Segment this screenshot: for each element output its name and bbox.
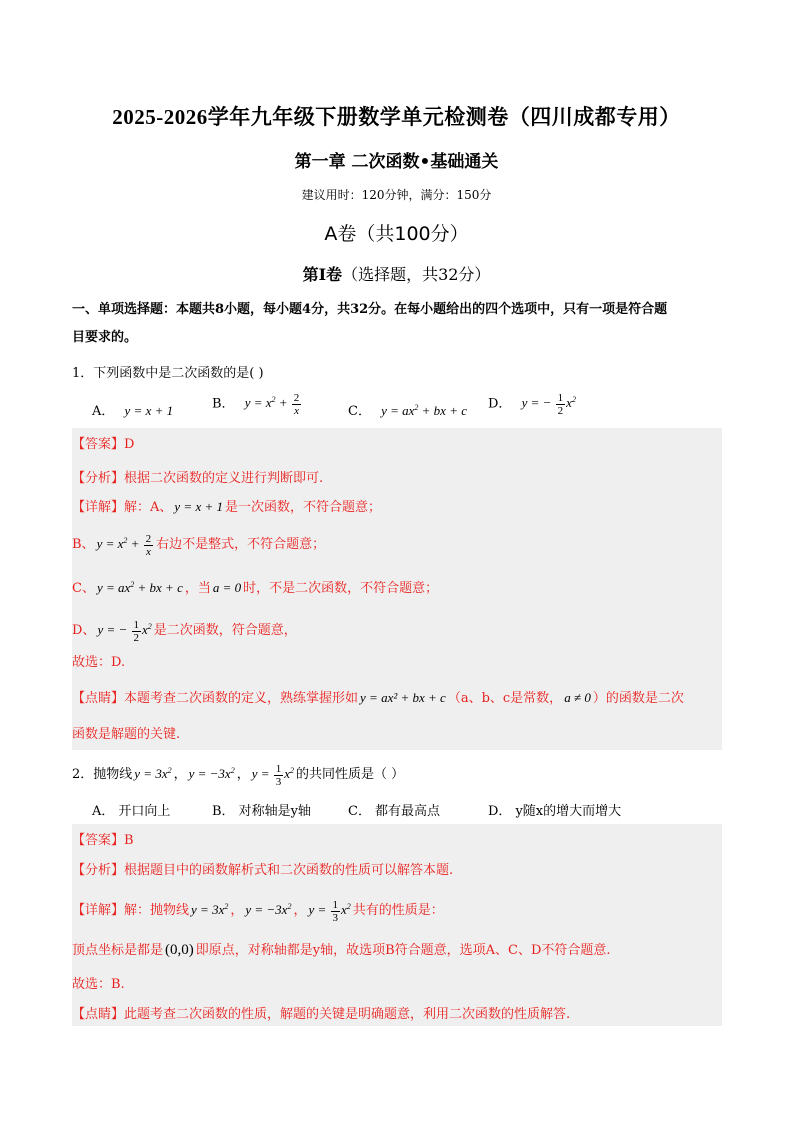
q1-analysis: 【分析】根据二次函数的定义进行判断即可.	[72, 471, 324, 486]
q1-detail-a: 【详解】解：A、 y = x + 1 是一次函数，不符合题意；	[72, 499, 382, 515]
q1-option-c-label: C．	[348, 404, 371, 419]
q1-detail-b: B、 $y = x^2$ + $\frac{2}{x}$ 右边不是整式，不符合题意；	[72, 532, 326, 558]
q1-detail-c: C、 $y = ax^2$ + bx + c ，当 a = 0 时，不是二次函数，不符合题意；	[72, 580, 439, 596]
q2-vertex: 顶点坐标是都是 (0,0) 即原点，对称轴都是y轴，故选项B符合题意，选项A、C、D不符合题意.	[72, 942, 611, 958]
q2-comment: 【点睛】此题考查二次函数的性质，解题的关键是明确题意，利用二次函数的性质解答.	[72, 1007, 571, 1022]
q2-choice: 故选：B.	[72, 977, 125, 992]
q2-option-a: A． 开口向上	[92, 804, 171, 819]
volume-a-heading: A卷（共100分）	[324, 223, 469, 245]
q1-option-b	[212, 392, 302, 417]
section-instructions-line1: 一、单项选择题：本题共8小题，每小题4分，共32分。在每小题给出的四个选项中，只有一项是符合题	[72, 302, 668, 317]
q2-option-c: C． 都有最高点	[348, 804, 440, 819]
q1-option-a-label: A．	[92, 404, 115, 419]
q1-detail-d: D、 y = − $\frac{1}{2}$ $x^2$ 是二次函数，符合题意，	[72, 618, 297, 644]
q1-option-b-label: B．	[212, 396, 235, 412]
section-instructions-line2: 目要求的。	[72, 330, 138, 345]
q1-option-c	[348, 400, 467, 419]
q2-stem: 2．抛物线 $y = 3x^2$ ， $y = -3x^2$ ， y = $\frac{1}{3}$ $x^2$ 的共同性质是（ ）	[72, 762, 405, 788]
q2-option-b: B． 对称轴是y轴	[212, 804, 311, 819]
volume-i-rest: （选择题，共32分）	[342, 265, 491, 284]
q2-answer: 【答案】B	[72, 833, 134, 848]
time-info: 建议用时：120分钟，满分：150分	[301, 188, 492, 202]
q1-option-c-expr: $y = ax^2$ + bx + c	[381, 403, 467, 418]
q1-option-d	[488, 392, 576, 417]
q1-option-a-expr: y = x + 1	[124, 403, 174, 418]
q1-choice: 故选：D.	[72, 655, 126, 670]
page-title: 2025-2026学年九年级下册数学单元检测卷（四川成都专用）	[112, 105, 681, 129]
q2-analysis: 【分析】根据题目中的函数解析式和二次函数的性质可以解答本题.	[72, 863, 454, 878]
volume-i-heading	[0, 262, 793, 285]
q1-option-d-label: D．	[488, 396, 512, 412]
q2-answer-block	[72, 824, 722, 1026]
q1-answer: 【答案】D	[72, 437, 135, 452]
q2-detail: 【详解】解：抛物线 $y = 3x^2$ ， $y = -3x^2$ ， y = $\frac{1}{3}$ $x^2$ 共有的性质是：	[72, 898, 444, 924]
q1-stem: 1．下列函数中是二次函数的是( )	[72, 366, 264, 381]
q1-option-d-expr: y = − $\frac{1}{2}$ $x^2$	[521, 392, 576, 417]
q1-comment: 【点睛】本题考查二次函数的定义，熟练掌握形如 y = ax² + bx + c （a、b、c是常数， a ≠ 0 ）的函数是二次	[72, 690, 684, 706]
q1-option-a	[92, 400, 173, 419]
q1-comment-line2: 函数是解题的关键.	[72, 727, 181, 742]
chapter-subtitle: 第一章 二次函数•基础通关	[294, 152, 499, 172]
volume-i-bold: 第Ⅰ卷	[302, 265, 343, 284]
q2-option-d: D． y随x的增大而增大	[488, 804, 622, 819]
q1-option-b-expr: $y = x^2$ + $\frac{2}{x}$	[244, 392, 300, 417]
